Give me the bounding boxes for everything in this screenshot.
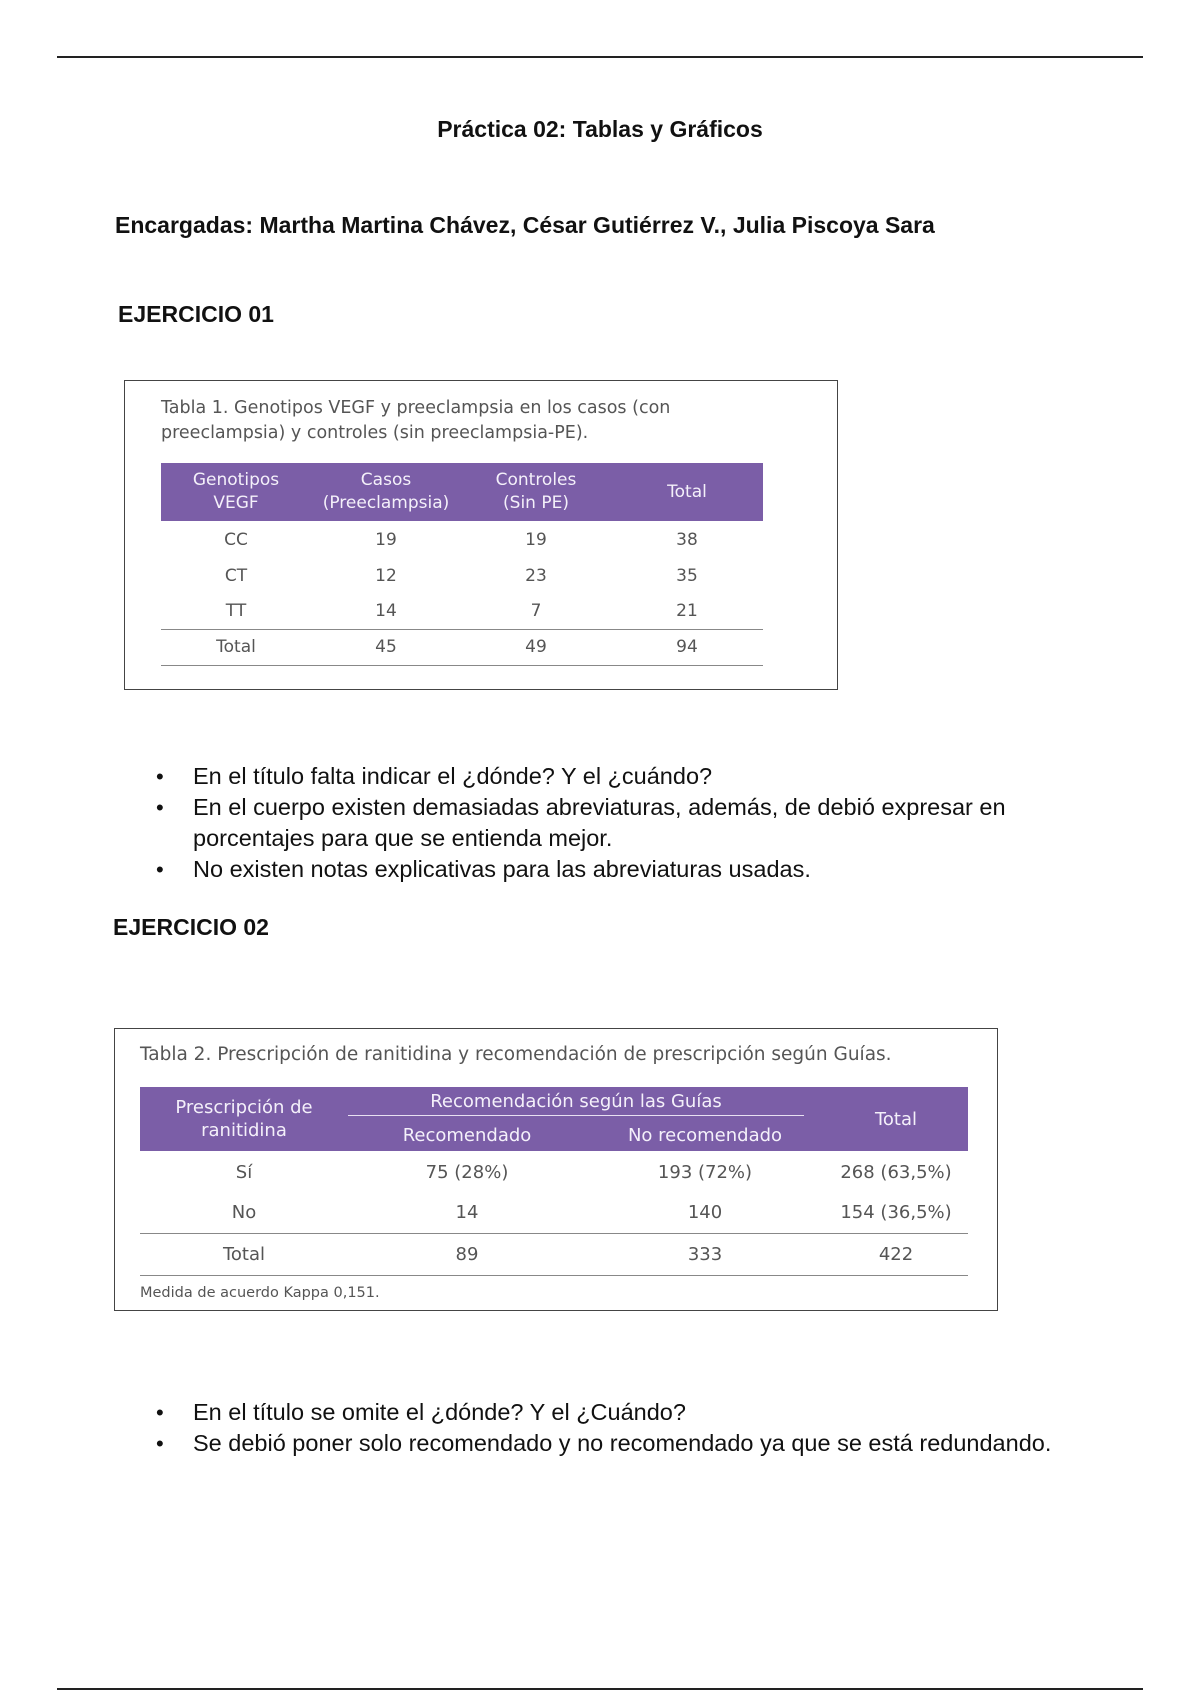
table-1-header-casos: Casos (Preeclampsia)	[311, 463, 461, 521]
table-1-figure	[124, 380, 838, 690]
table-cell: 23	[525, 565, 547, 586]
table-cell: 94	[676, 637, 698, 657]
exercise-2-observations	[140, 1397, 1093, 1459]
table-row	[161, 593, 763, 629]
list-item: • Se debió poner solo recomendado y no recomendado ya que se está redundando.	[193, 1428, 1093, 1459]
table-cell: 49	[525, 637, 547, 657]
table-cell: 35	[676, 565, 698, 586]
list-item: • En el título falta indicar el ¿dónde? Y el ¿cuándo?	[193, 761, 1093, 792]
table-1-header-row	[161, 463, 763, 521]
table-cell: Total	[222, 1243, 266, 1265]
bottom-rule	[57, 1688, 1143, 1690]
authors-line: Encargadas: Martha Martina Chávez, César Gutiérrez V., Julia Piscoya Sara	[115, 212, 935, 238]
table-cell: 154 (36,5%)	[840, 1202, 952, 1224]
table-1	[161, 463, 763, 666]
table-cell: 45	[375, 637, 397, 657]
table-cell: 12	[375, 565, 397, 586]
table-cell: 14	[455, 1202, 479, 1224]
table-2	[140, 1087, 968, 1276]
table-2-caption: Tabla 2. Prescripción de ranitidina y recomendación de prescripción según Guías.	[140, 1044, 892, 1065]
list-item: • No existen notas explicativas para las abreviaturas usadas.	[193, 854, 1093, 885]
table-1-caption-line-2: preeclampsia) y controles (sin preeclampsia-PE).	[161, 423, 589, 443]
table-2-header-row-1	[140, 1087, 968, 1119]
table-1-header-controles: Controles (Sin PE)	[461, 463, 611, 521]
table-1-header-total: Total	[611, 463, 763, 521]
table-row	[140, 1151, 968, 1193]
table-cell: 38	[676, 529, 698, 550]
table-cell: 75 (28%)	[425, 1161, 509, 1183]
table-total-row	[161, 629, 763, 665]
table-row	[161, 558, 763, 593]
exercise-1-heading: EJERCICIO 01	[118, 301, 274, 327]
table-2-header-group	[348, 1087, 824, 1119]
list-item: • En el título se omite el ¿dónde? Y el ¿Cuándo?	[193, 1397, 1093, 1428]
table-row	[140, 1193, 968, 1233]
table-cell: CC	[224, 529, 248, 550]
table-cell: Sí	[235, 1161, 253, 1183]
table-cell: No	[231, 1202, 257, 1224]
top-rule	[57, 56, 1143, 58]
table-2-header-no-recomendado: No recomendado	[586, 1119, 824, 1151]
table-cell: 21	[676, 600, 698, 621]
document-title: Práctica 02: Tablas y Gráficos	[437, 116, 763, 142]
exercise-2-heading: EJERCICIO 02	[113, 914, 269, 940]
table-2-header-recomendado: Recomendado	[348, 1119, 586, 1151]
table-cell: 193 (72%)	[657, 1161, 753, 1183]
table-cell: 19	[525, 529, 547, 550]
table-cell: 7	[530, 600, 542, 621]
table-cell: 333	[687, 1243, 723, 1265]
table-2-header-total: Total	[824, 1087, 968, 1151]
table-2-figure	[114, 1028, 998, 1311]
table-1-header-genotipos: Genotipos VEGF	[161, 463, 311, 521]
exercise-1-observations	[140, 761, 1093, 885]
table-1-caption	[161, 396, 811, 446]
table-cell: 89	[455, 1243, 479, 1265]
table-cell: 14	[375, 600, 397, 621]
table-2-header-prescripcion: Prescripción de ranitidina	[140, 1087, 348, 1151]
table-cell: 19	[375, 529, 397, 550]
table-cell: 140	[687, 1202, 723, 1224]
table-cell: Total	[216, 637, 256, 657]
table-cell: 422	[878, 1243, 914, 1265]
table-cell: CT	[224, 565, 248, 586]
list-item: • En el cuerpo existen demasiadas abreviaturas, además, de debió expresar en porcentajes para que se entienda mejor.	[193, 792, 1093, 854]
table-cell: TT	[225, 600, 247, 621]
table-2-header-group-label: Recomendación según las Guías	[348, 1090, 804, 1116]
table-2-note: Medida de acuerdo Kappa 0,151.	[140, 1285, 380, 1301]
table-cell: 268 (63,5%)	[840, 1161, 952, 1183]
table-row	[161, 521, 763, 558]
table-total-row	[140, 1233, 968, 1275]
table-1-caption-line-1: Tabla 1. Genotipos VEGF y preeclampsia en los casos (con	[161, 398, 671, 418]
